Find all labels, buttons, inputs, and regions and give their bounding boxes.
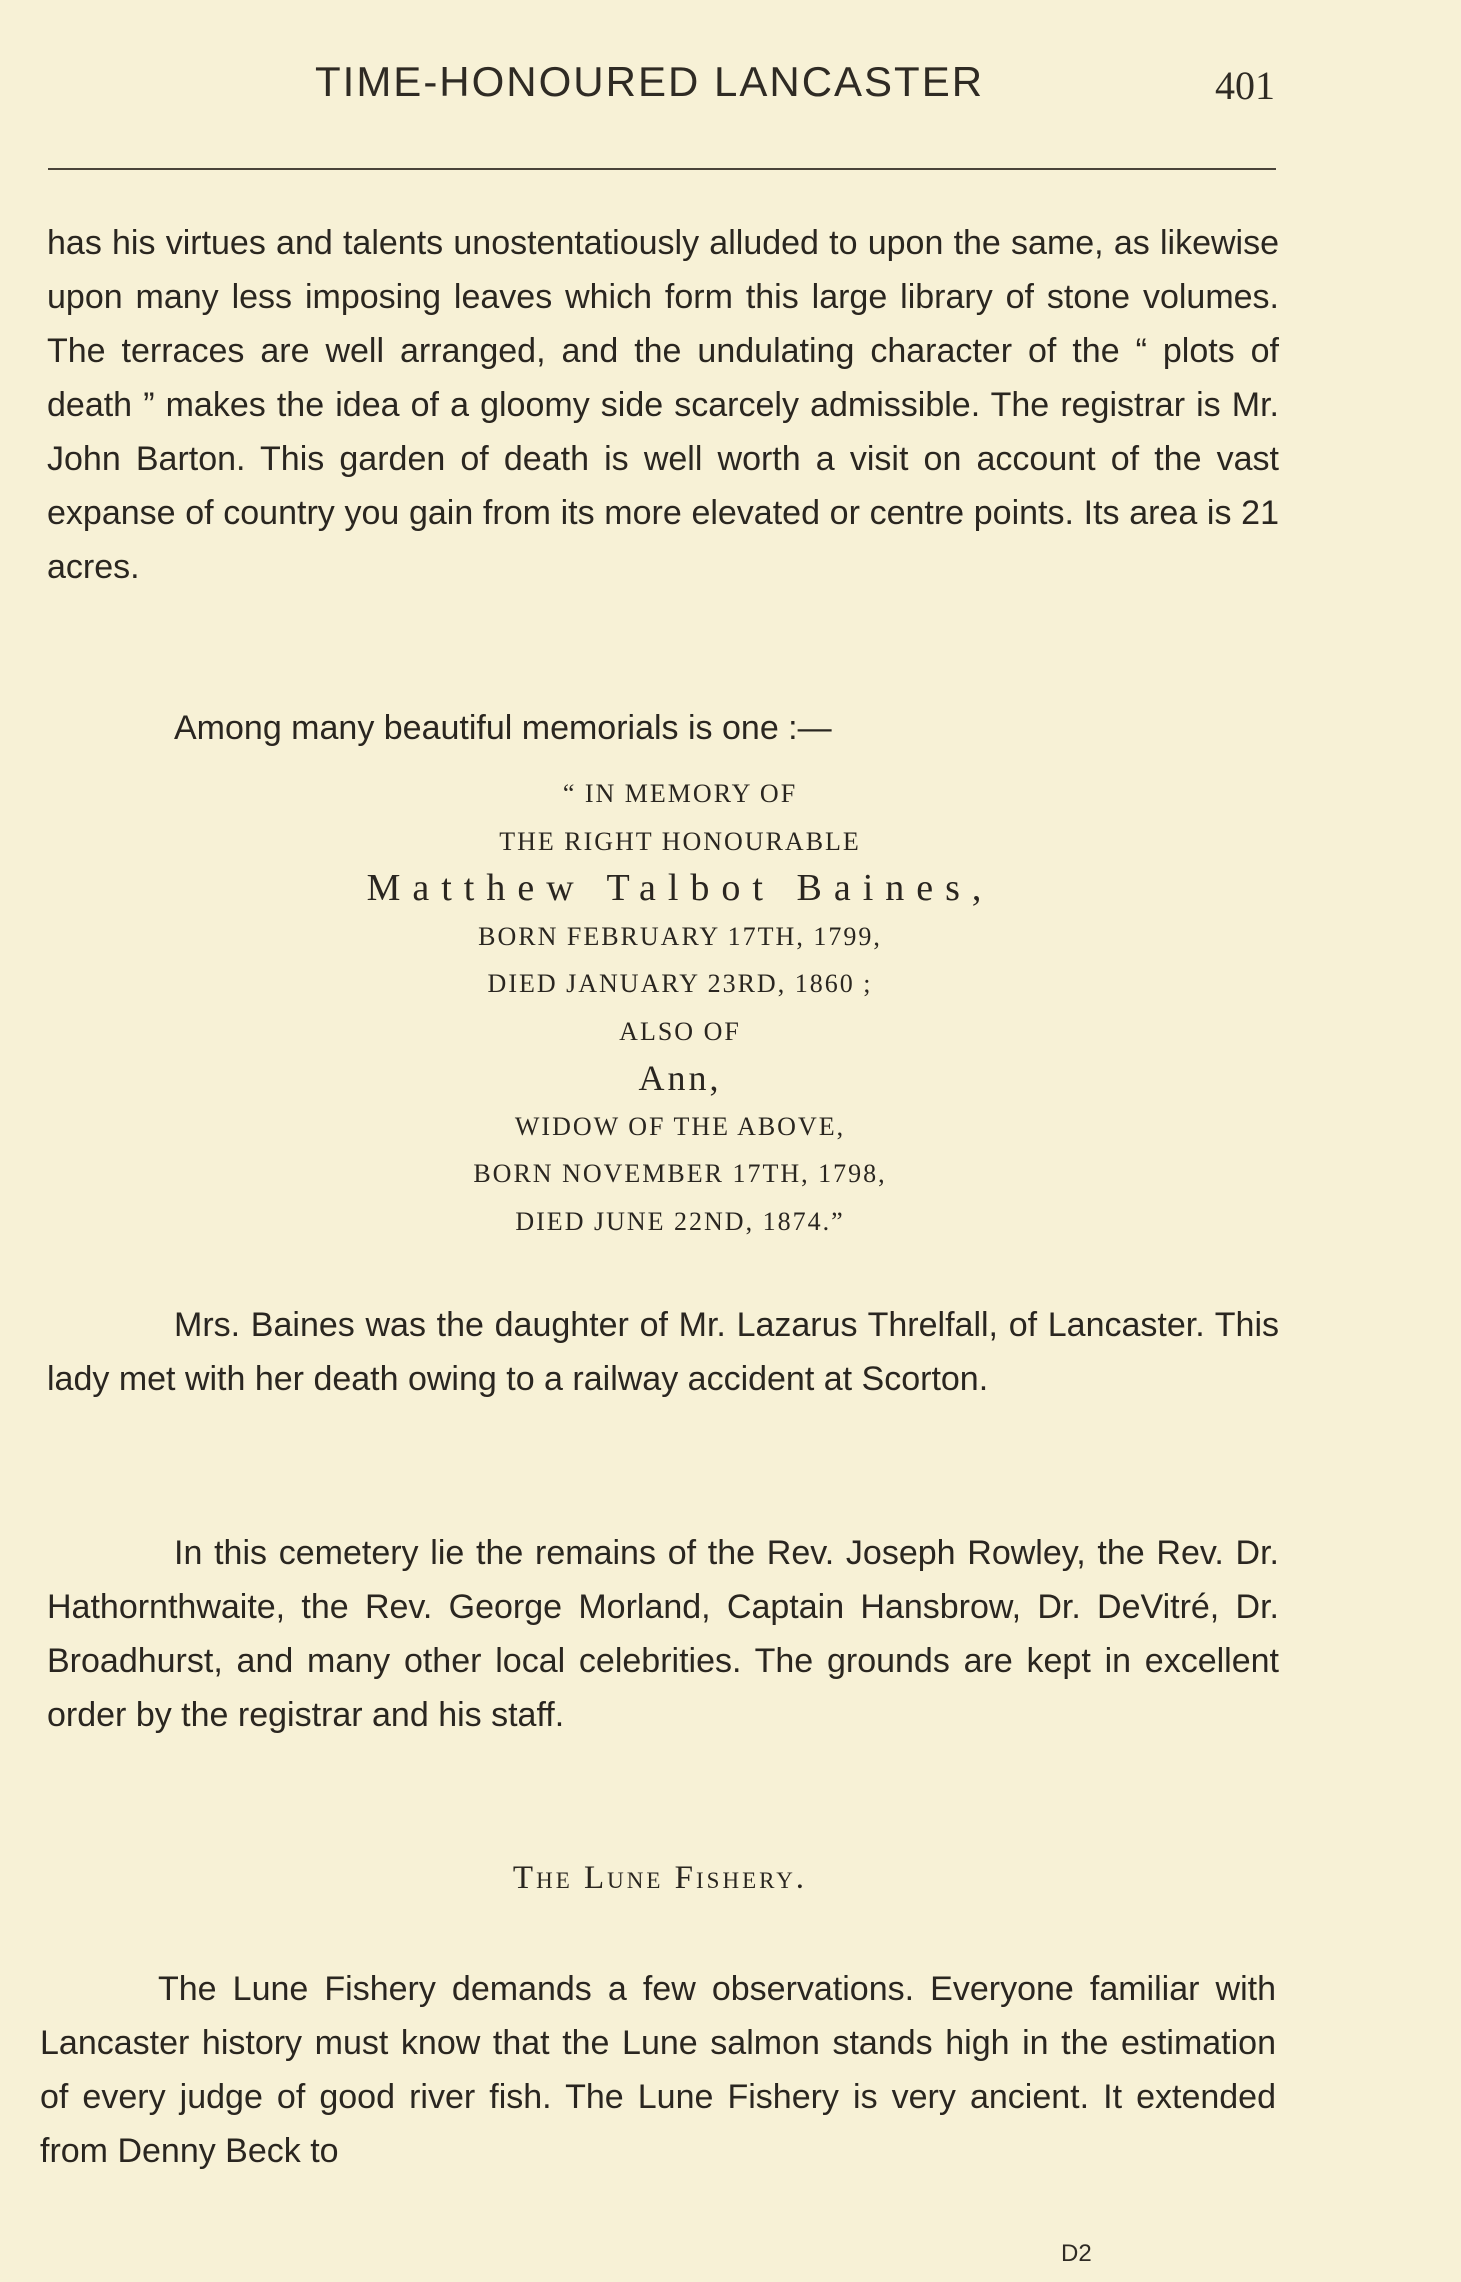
inscription-name: Ann, (638, 1058, 722, 1098)
section-heading: The Lune Fishery. (512, 1860, 808, 1896)
paragraph-cemetery-description: has his virtues and talents unostentatiously alluded to upon the same, as likewise upon many less imposing leaves which form this large library of stone volumes. The terraces are well arranged, and the undulating character of the “ plots of death ” makes the idea of a gloomy side scarcely admissible. The registrar is Mr. John Barton. This garden of death is well worth a visit on account of the vast expanse of country you gain from its more elevated or centre points. Its area is 21 acres. (47, 224, 1279, 586)
inscription-line: DIED JANUARY 23RD, 1860 ; (487, 969, 873, 998)
inscription-line: THE RIGHT HONOURABLE (499, 826, 861, 856)
page-number: 401 (1215, 63, 1275, 108)
inscription-line: BORN FEBRUARY 17TH, 1799, (478, 921, 882, 951)
inscription-line: “ IN MEMORY OF (562, 779, 798, 808)
header-rule (48, 168, 1276, 170)
inscription-line: BORN NOVEMBER 17TH, 1798, (473, 1159, 887, 1188)
paragraph-cemetery-remains: In this cemetery lie the remains of the Rev. Joseph Rowley, the Rev. Dr. Hathornthwaite, the Rev. George Morland, Captain Hansbrow, Dr. DeVitré, Dr. Broadhurst, and many other local celebrities. The grounds are kept in excellent order by the registrar and his staff. (47, 1534, 1279, 1734)
paragraph-mrs-baines: Mrs. Baines was the daughter of Mr. Lazarus Threlfall, of Lancaster. This lady met with her death owing to a railway accident at Scorton. (47, 1306, 1279, 1398)
running-title: TIME-HONOURED LANCASTER (315, 58, 985, 105)
inscription-name: Matthew Talbot Baines, (366, 867, 994, 909)
inscription-line: ALSO OF (619, 1016, 741, 1046)
paragraph-lune-fishery: The Lune Fishery demands a few observations. Everyone familiar with Lancaster history must know that the Lune salmon stands high in the estimation of every judge of good river fish. The Lune Fishery is very ancient. It extended from Denny Beck to (40, 1970, 1276, 2170)
signature-mark: D2 (1061, 2240, 1092, 2267)
memorial-inscription (300, 770, 1060, 1245)
memorial-intro: Among many beautiful memorials is one :— (174, 709, 832, 747)
running-head (0, 58, 1461, 118)
inscription-line: DIED JUNE 22ND, 1874.” (515, 1206, 845, 1236)
inscription-line: WIDOW OF THE ABOVE, (514, 1111, 846, 1141)
